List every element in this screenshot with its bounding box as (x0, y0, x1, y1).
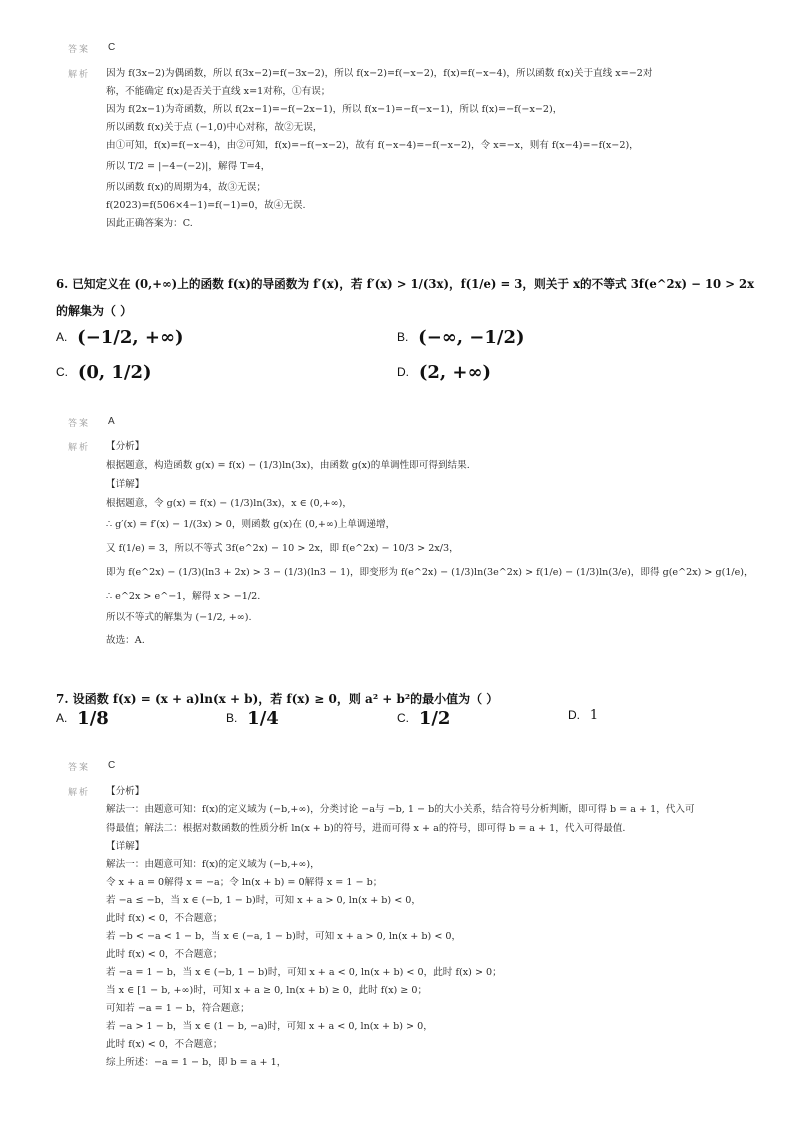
analysis-line: 即为 f(e^2x) − (1/3)(ln3 + 2x) > 3 − (1/3)(ln3 − 1)，即变形为 f(e^2x) − (1/3)ln(3e^2x) > f(1/e) − (1/3)ln(3/e)，即得 g(e^2x) > g(1/e)， (106, 567, 754, 578)
analysis-line: 【分析】 (106, 441, 145, 452)
option-label: A. (56, 330, 68, 344)
analysis-line: 解法一：由题意可知：f(x)的定义域为 (−b,+∞)， (106, 859, 320, 870)
analysis-line: 称，不能确定 f(x)是否关于直线 x=1对称，①有误； (106, 86, 331, 97)
analysis-line: 根据题意，构造函数 g(x) = f(x) − (1/3)ln(3x)，由函数 g(x)的单调性即可得到结果. (106, 460, 470, 471)
option-label: B. (397, 330, 409, 344)
analysis-line: 综上所述：−a = 1 − b，即 b = a + 1， (106, 1057, 287, 1068)
option-text: (−∞, −1/2) (418, 327, 525, 348)
analysis-line: 解法一：由题意可知：f(x)的定义域为 (−b,+∞)，分类讨论 −a与 −b, 1 − b的大小关系，结合符号分析判断，即可得 b = a + 1，代入可 (106, 804, 695, 815)
option-label: D. (397, 365, 409, 379)
analysis-line: 所以不等式的解集为 (−1/2, +∞). (106, 612, 252, 623)
option-c[interactable] (397, 708, 450, 729)
analysis-line: 此时 f(x) < 0，不合题意； (106, 949, 223, 960)
analysis-line: 由①可知，f(x)=f(−x−4)，由②可知，f(x)=−f(−x−2)，故有 f(−x−4)=−f(−x−2)，令 x=−x，则有 f(x−4)=−f(x−2)， (106, 140, 639, 151)
analysis-line: ∴ e^2x > e^−1，解得 x > −1/2. (106, 591, 261, 602)
analysis-line: 又 f(1/e) = 3，所以不等式 3f(e^2x) − 10 > 2x，即 f(e^2x) − 10/3 > 2x/3， (106, 543, 459, 554)
analysis-line: 根据题意，令 g(x) = f(x) − (1/3)ln(3x)，x ∈ (0,+∞)， (106, 498, 353, 509)
answer-value: C (108, 42, 116, 53)
option-c[interactable] (56, 362, 152, 383)
option-text: 1 (589, 708, 599, 723)
analysis-line: 令 x + a = 0解得 x = −a；令 ln(x + b) = 0解得 x = 1 − b； (106, 877, 383, 888)
analysis-line: ∴ g′(x) = f′(x) − 1/(3x) > 0，则函数 g(x)在 (0,+∞)上单调递增， (106, 519, 396, 530)
question-6-stem: 6. 已知定义在 (0,+∞)上的函数 f(x)的导函数为 f′(x)，若 f′(x) > 1/(3x)，f(1/e) = 3，则关于 x的不等式 3f(e^2x) − 10 > 2x (56, 277, 755, 291)
question-6-stem-cont: 的解集为（ ） (56, 304, 133, 318)
answer-tag: 答案 (68, 45, 91, 55)
analysis-line: 【详解】 (106, 479, 145, 490)
analysis-line: 若 −a = 1 − b，当 x ∈ (−b, 1 − b)时，可知 x + a < 0, ln(x + b) < 0，此时 f(x) > 0； (106, 967, 502, 978)
analysis-line: 因为 f(3x−2)为偶函数，所以 f(3x−2)=f(−3x−2)，所以 f(x−2)=f(−x−2)，f(x)=f(−x−4)，所以函数 f(x)关于直线 x=−2对 (106, 68, 653, 79)
analysis-line: 因此正确答案为：C. (106, 218, 193, 229)
analysis-line: f(2023)=f(506×4−1)=f(−1)=0，故④无误. (106, 200, 306, 211)
option-d[interactable] (397, 362, 491, 383)
option-d[interactable] (568, 708, 598, 723)
analysis-line: 此时 f(x) < 0，不合题意； (106, 913, 223, 924)
analysis-line: 若 −a > 1 − b，当 x ∈ (1 − b, −a)时，可知 x + a < 0, ln(x + b) > 0， (106, 1021, 433, 1032)
analysis-tag: 解析 (68, 788, 91, 798)
analysis-tag: 解析 (68, 443, 91, 453)
option-label: A. (56, 711, 68, 725)
answer-tag: 答案 (68, 763, 91, 773)
analysis-line: 所以函数 f(x)的周期为4，故③无误； (106, 182, 266, 193)
answer-tag: 答案 (68, 419, 91, 429)
analysis-line: 若 −b < −a < 1 − b，当 x ∈ (−a, 1 − b)时，可知 x + a > 0, ln(x + b) < 0， (106, 931, 462, 942)
option-text: 1/4 (247, 708, 279, 729)
question-7-stem: 7. 设函数 f(x) = (x + a)ln(x + b)，若 f(x) ≥ 0，则 a² + b²的最小值为（ ） (56, 692, 499, 706)
analysis-line: 因为 f(2x−1)为奇函数，所以 f(2x−1)=−f(−2x−1)，所以 f(x−1)=−f(−x−1)，所以 f(x)=−f(−x−2)， (106, 104, 563, 115)
answer-value: A (108, 416, 115, 427)
analysis-tag: 解析 (68, 70, 91, 80)
option-text: (2, +∞) (418, 362, 491, 383)
option-text: 1/8 (77, 708, 109, 729)
analysis-line: 可知若 −a = 1 − b，符合题意； (106, 1003, 250, 1014)
analysis-line: 得最值；解法二：根据对数函数的性质分析 ln(x + b)的符号，进而可得 x + a的符号，即可得 b = a + 1，代入可得最值. (106, 823, 626, 834)
analysis-line: 当 x ∈ [1 − b, +∞)时，可知 x + a ≥ 0, ln(x + b) ≥ 0，此时 f(x) ≥ 0； (106, 985, 428, 996)
option-label: C. (397, 711, 409, 725)
analysis-line: 此时 f(x) < 0，不合题意； (106, 1039, 223, 1050)
option-text: (−1/2, +∞) (77, 327, 184, 348)
analysis-line: 所以函数 f(x)关于点 (−1,0)中心对称，故②无误， (106, 122, 323, 133)
option-label: C. (56, 365, 68, 379)
analysis-line: 若 −a ≤ −b，当 x ∈ (−b, 1 − b)时，可知 x + a > 0, ln(x + b) < 0， (106, 895, 422, 906)
option-a[interactable] (56, 327, 184, 348)
option-b[interactable] (226, 708, 279, 729)
option-text: (0, 1/2) (77, 362, 152, 383)
analysis-line: 所以 T/2 = |−4−(−2)|，解得 T=4， (106, 161, 271, 172)
option-b[interactable] (397, 327, 525, 348)
option-label: B. (226, 711, 238, 725)
analysis-line: 【分析】 (106, 786, 145, 797)
option-text: 1/2 (418, 708, 451, 729)
option-label: D. (568, 708, 580, 722)
analysis-line: 故选：A. (106, 635, 145, 646)
analysis-line: 【详解】 (106, 841, 145, 852)
option-a[interactable] (56, 708, 109, 729)
answer-value: C (108, 760, 116, 771)
